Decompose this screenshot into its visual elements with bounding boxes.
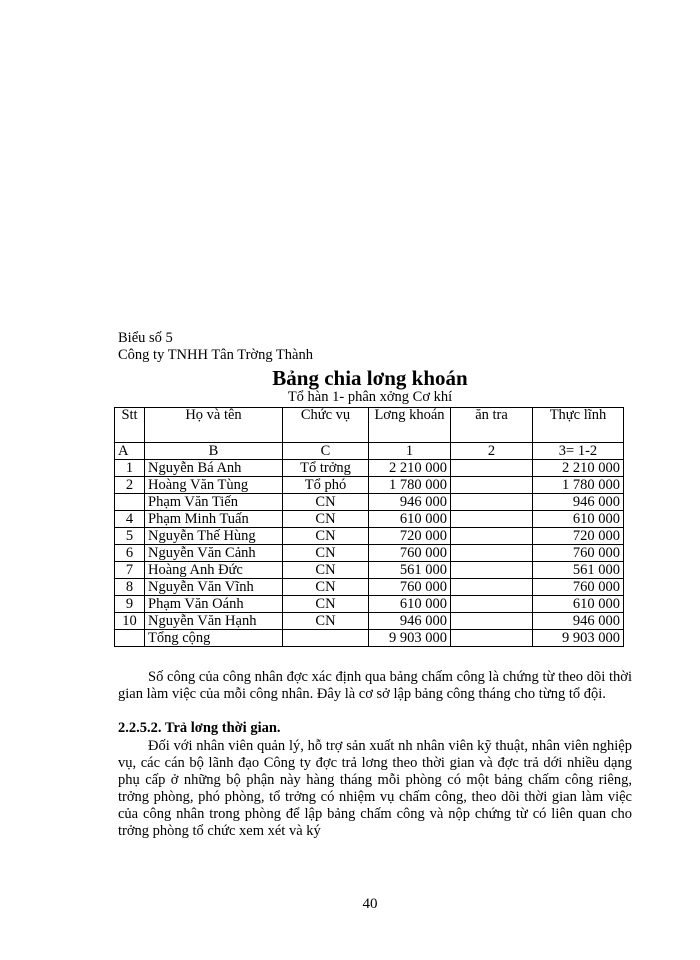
name-cell: Nguyễn Văn Hạnh [145,613,283,630]
lunch-cell [451,596,533,613]
net-pay-cell: 610 000 [533,596,624,613]
table-title: Bảng chia lơng khoán [272,366,468,390]
stt-cell: 9 [115,596,145,613]
piece-wage-cell: 946 000 [369,494,451,511]
index-cell: B [145,443,283,460]
position-cell: CN [283,579,369,596]
lunch-cell [451,630,533,647]
table-row [115,528,624,545]
index-row [115,443,624,460]
col-header-name: Họ và tên [145,408,283,443]
position-cell: CN [283,613,369,630]
position-cell: CN [283,511,369,528]
lunch-cell [451,528,533,545]
index-cell: 2 [451,443,533,460]
table-row [115,579,624,596]
table-row [115,460,624,477]
col-header-position: Chức vụ [283,408,369,443]
stt-cell: 5 [115,528,145,545]
lunch-cell [451,545,533,562]
col-header-stt: Stt [115,408,145,443]
net-pay-cell: 946 000 [533,613,624,630]
table-row [115,545,624,562]
net-pay-cell: 561 000 [533,562,624,579]
name-cell: Hoàng Văn Tùng [145,477,283,494]
table-row [115,511,624,528]
piece-wage-cell: 760 000 [369,545,451,562]
index-cell: 1 [369,443,451,460]
index-cell: 3= 1-2 [533,443,624,460]
stt-cell: 1 [115,460,145,477]
piece-wage-cell: 720 000 [369,528,451,545]
col-header-lunch: ăn tra [451,408,533,443]
position-cell: CN [283,528,369,545]
name-cell: Phạm Văn Oánh [145,596,283,613]
stt-cell [115,494,145,511]
lunch-cell [451,477,533,494]
lunch-cell [451,460,533,477]
lunch-cell [451,579,533,596]
company-name: Công ty TNHH Tân Trờng Thành [118,347,313,363]
position-cell: CN [283,562,369,579]
stt-cell: 8 [115,579,145,596]
header-row [115,408,624,443]
piece-wage-cell: 2 210 000 [369,460,451,477]
total-row [115,630,624,647]
net-pay-cell: 610 000 [533,511,624,528]
net-pay-cell: 760 000 [533,579,624,596]
position-cell: Tổ trởng [283,460,369,477]
name-cell: Nguyễn Bá Anh [145,460,283,477]
table-row [115,562,624,579]
stt-cell: 10 [115,613,145,630]
name-cell: Phạm Minh Tuấn [145,511,283,528]
piece-wage-cell: 561 000 [369,562,451,579]
stt-cell: 4 [115,511,145,528]
col-header-piece-wage: Lơng khoán [369,408,451,443]
lunch-cell [451,562,533,579]
net-pay-cell: 946 000 [533,494,624,511]
stt-cell: 6 [115,545,145,562]
piece-wage-cell: 610 000 [369,596,451,613]
table-subtitle: Tổ hàn 1- phân xởng Cơ khí [287,389,453,405]
stt-cell: 2 [115,477,145,494]
name-cell: Nguyễn Thế Hùng [145,528,283,545]
net-pay-cell: 2 210 000 [533,460,624,477]
piece-wage-cell: 760 000 [369,579,451,596]
table-row [115,596,624,613]
name-cell: Nguyễn Văn Vĩnh [145,579,283,596]
lunch-cell [451,613,533,630]
name-cell: Phạm Văn Tiến [145,494,283,511]
stt-cell [115,630,145,647]
name-cell: Hoàng Anh Đức [145,562,283,579]
section-heading: 2.2.5.2. Trả lơng thời gian. [118,720,281,736]
position-cell: CN [283,494,369,511]
lunch-cell [451,511,533,528]
piece-wage-cell: 9 903 000 [369,630,451,647]
piece-wage-cell: 946 000 [369,613,451,630]
net-pay-cell: 720 000 [533,528,624,545]
paragraph-attendance: Số công của công nhân đợc xác định qua bảng chấm công là chứng từ theo dõi thời gian làm việc của mỗi công nhân. Đây là cơ sở lập bảng công tháng cho từng tổ đội. [118,669,632,702]
form-label: Biểu số 5 [118,330,173,346]
piece-wage-cell: 610 000 [369,511,451,528]
position-cell [283,630,369,647]
table-row [115,477,624,494]
net-pay-cell: 9 903 000 [533,630,624,647]
net-pay-cell: 760 000 [533,545,624,562]
page-number: 40 [362,896,378,912]
stt-cell: 7 [115,562,145,579]
lunch-cell [451,494,533,511]
name-cell: Nguyễn Văn Cảnh [145,545,283,562]
table-row [115,613,624,630]
piece-wage-cell: 1 780 000 [369,477,451,494]
position-cell: CN [283,545,369,562]
paragraph-time-wage: Đối với nhân viên quản lý, hỗ trợ sản xuất nh nhân viên kỹ thuật, nhân viên nghiệp vụ, các cán bộ lãnh đạo Công ty đợc trả lơng theo thời gian và đợc trả dới nhiều dạng phụ cấp ở những bộ phận này hàng tháng mỗi phòng có một bảng chấm công riêng, trởng phòng, phó phòng, tổ trởng có nhiệm vụ chấm công, theo dõi thời gian làm việc của công nhân trong phòng để lập bảng chấm công và nộp chứng từ có liên quan cho trởng phòng tổ chức xem xét và ký [118,738,632,839]
salary-table [114,407,624,647]
table-row [115,494,624,511]
index-cell: C [283,443,369,460]
col-header-net-pay: Thực lĩnh [533,408,624,443]
net-pay-cell: 1 780 000 [533,477,624,494]
position-cell: Tổ phó [283,477,369,494]
position-cell: CN [283,596,369,613]
index-cell: A [115,443,145,460]
name-cell: Tổng cộng [145,630,283,647]
